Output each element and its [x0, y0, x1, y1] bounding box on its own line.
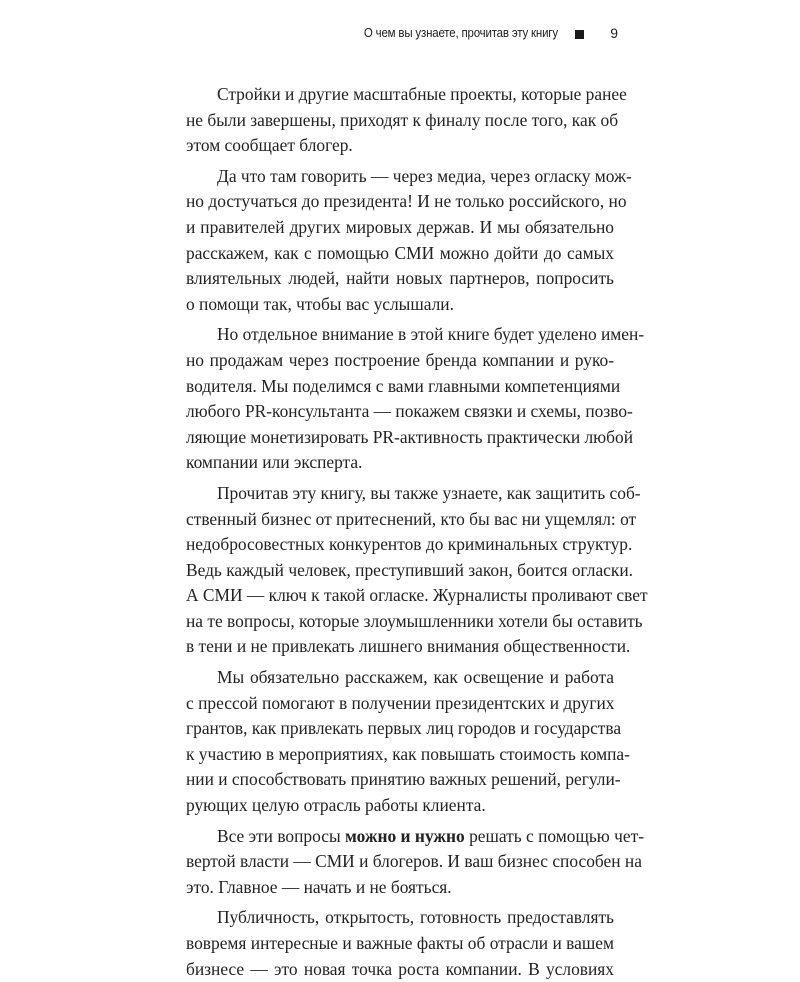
text-run: решать с помощью чет-	[464, 825, 644, 846]
text-line: это. Главное — начать и не бояться.	[186, 876, 452, 897]
text-line: этом сообщает блогер.	[186, 135, 353, 156]
text-line: о помощи так, чтобы вас услышали.	[186, 293, 454, 314]
text-line: Да что там говорить — через медиа, через огласку мож-	[217, 165, 632, 186]
text-line: Публичность, открытость, готовность предоставлять	[217, 907, 614, 928]
text-line: но продажам через построение бренда компании и руко-	[186, 349, 614, 370]
text-line: в тени и не привлекать лишнего внимания общественности.	[186, 636, 631, 657]
text-line: и правителей других мировых держав. И мы обязательно	[186, 216, 614, 237]
paragraph-3	[186, 322, 645, 476]
text-run: Все эти вопросы	[217, 825, 345, 846]
text-line: Мы обязательно расскажем, как освещение и работа	[217, 667, 614, 688]
text-line: на те вопросы, которые злоумышленники хотели бы оставить	[186, 610, 643, 631]
text-line: к участию в мероприятиях, как повышать стоимость компа-	[186, 743, 630, 764]
text-line: но достучаться до президента! И не только российского, но	[186, 191, 627, 212]
text-line: с прессой помогают в получении президентских и других	[186, 692, 615, 713]
text-line: не были завершены, приходят к финалу после того, как об	[186, 109, 619, 130]
paragraph-5	[186, 665, 630, 819]
body-text	[186, 82, 648, 982]
header-square-ornament	[575, 30, 584, 39]
paragraph-6	[186, 824, 644, 901]
text-line: Но отдельное внимание в этой книге будет уделено имен-	[217, 324, 645, 345]
text-line: компании или эксперта.	[186, 452, 363, 473]
running-header	[0, 22, 628, 46]
text-line: Стройки и другие масштабные проекты, которые ранее	[217, 84, 627, 104]
text-line: Ведь каждый человек, преступивший закон, боится огласки.	[186, 559, 633, 580]
running-title: О чем вы узнаете, прочитав эту книгу	[363, 26, 558, 40]
text-line: А СМИ — ключ к такой огласке. Журналисты проливают свет	[186, 585, 648, 606]
text-line: недобросовестных конкурентов до криминальных структур.	[186, 534, 633, 555]
bold-emphasis: можно и нужно	[345, 825, 465, 846]
text-line: бизнесе — это новая точка роста компании. В условиях	[186, 958, 614, 979]
text-line: водителя. Мы поделимся с вами главными компетенциями	[186, 375, 621, 396]
text-line: нии и способствовать принятию важных решений, регули-	[186, 769, 621, 790]
text-line: любого PR-консультанта — покажем связки и схемы, позво-	[186, 401, 633, 422]
text-line: Прочитав эту книгу, вы также узнаете, как защитить соб-	[217, 482, 641, 503]
text-line	[186, 824, 644, 850]
text-line: вовремя интересные и важные факты об отрасли и вашем	[186, 933, 614, 953]
text-line: рующих целую отрасль работы клиента.	[186, 795, 486, 816]
text-line: грантов, как привлекать первых лиц городов и государства	[186, 718, 622, 739]
text-line: ляющие монетизировать PR-активность практически любой	[186, 426, 634, 447]
paragraph-4	[186, 481, 648, 660]
page-number: 9	[610, 25, 618, 41]
text-line: вертой власти — СМИ и блогеров. И ваш бизнес способен на	[186, 851, 642, 872]
paragraph-1	[186, 82, 627, 159]
text-line: ственный бизнес от притеснений, кто бы вас ни ущемлял: от	[186, 508, 637, 529]
paragraph-2	[186, 164, 632, 318]
text-line: влиятельных людей, найти новых партнеров, попросить	[186, 268, 614, 289]
text-line: расскажем, как с помощью СМИ можно дойти до самых	[186, 242, 614, 263]
paragraph-7	[186, 905, 614, 982]
